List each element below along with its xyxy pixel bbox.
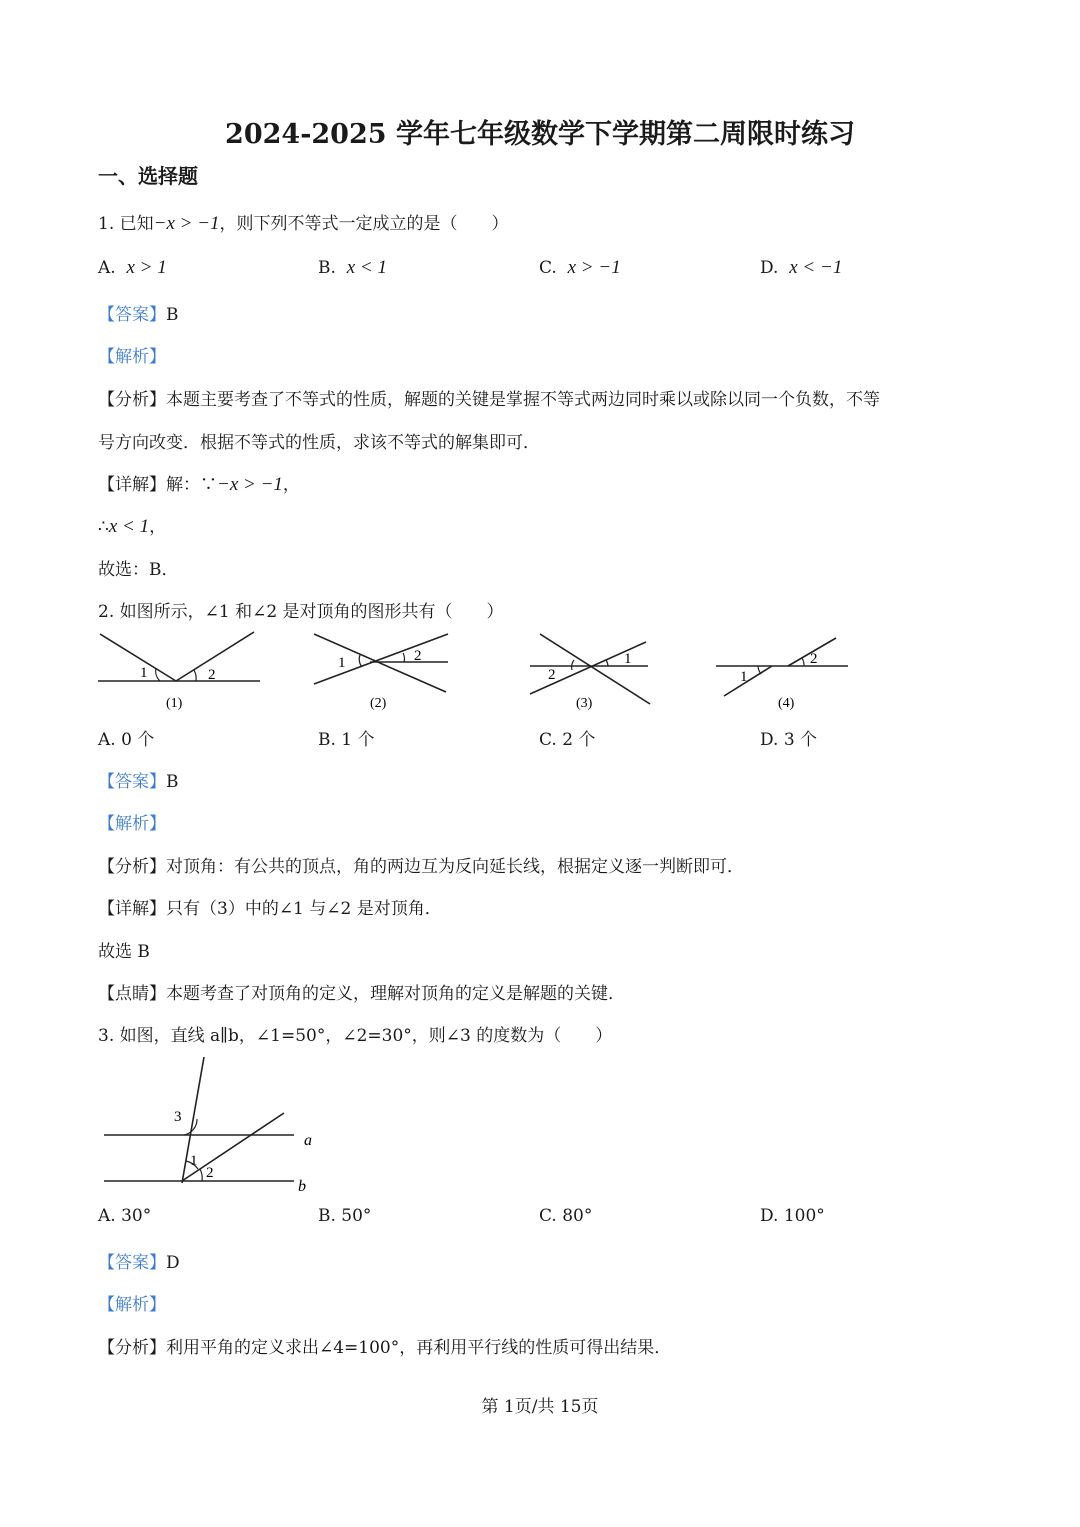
detail-tag: 【详解】	[98, 899, 166, 919]
answer-tag: 【答案】	[98, 305, 166, 325]
q3-analysis-tag: 【解析】	[98, 1295, 166, 1315]
q1-choose: 故选：B．	[98, 560, 179, 580]
angle-2-label: 2	[810, 651, 818, 667]
fenxi-tag: 【分析】	[98, 390, 166, 410]
q2-figure-4	[714, 630, 850, 716]
fenxi-text: 利用平角的定义求出∠4=100°，再利用平行线的性质可得出结果．	[166, 1338, 672, 1358]
figure-label: (4)	[778, 696, 795, 711]
q1-option-c	[539, 257, 621, 279]
angle-1-label: 1	[338, 655, 346, 671]
step2-suffix: ，	[149, 517, 167, 537]
line-b-label: b	[298, 1178, 306, 1195]
q2-detail	[98, 894, 442, 919]
fenxi-text: 本题主要考查了不等式的性质，解题的关键是掌握不等式两边同时乘以或除以同一个负数，不等	[166, 390, 880, 410]
parallel-lines-diagram	[98, 1055, 320, 1197]
q1-step2	[98, 512, 166, 538]
q1-detail	[98, 470, 300, 496]
q2-option-c: C. 2 个	[539, 730, 596, 750]
option-letter: C.	[539, 258, 557, 278]
angle-1-label: 1	[624, 651, 632, 667]
q1-stem-suffix: ，则下列不等式一定成立的是（ ）	[219, 214, 509, 234]
q1-fenxi-cont: 号方向改变．根据不等式的性质，求该不等式的解集即可．	[98, 433, 540, 453]
q3-option-d: D. 100°	[760, 1206, 825, 1226]
q3-figure	[98, 1055, 320, 1197]
option-letter: B.	[318, 258, 336, 278]
q1-stem-prefix: 1. 已知	[98, 214, 154, 234]
option-letter: A.	[98, 258, 116, 278]
angle-2-label: 2	[414, 648, 422, 664]
q1-option-d	[760, 257, 842, 279]
dianjing-text: 本题考查了对顶角的定义，理解对顶角的定义是解题的关键．	[166, 984, 625, 1004]
q2-option-b: B. 1 个	[318, 730, 375, 750]
dianjing-tag: 【点睛】	[98, 984, 166, 1004]
fenxi-tag: 【分析】	[98, 857, 166, 877]
answer-value: B	[166, 305, 179, 325]
q2-figure-2	[310, 630, 458, 716]
q3-option-a: A. 30°	[98, 1206, 152, 1226]
therefore-symbol: ∴	[98, 517, 109, 537]
angle-2-label: 2	[208, 667, 216, 683]
detail-prefix: 解：∵	[166, 475, 217, 495]
section-heading: 一、选择题	[98, 164, 198, 188]
fenxi-text: 对顶角：有公共的顶点，角的两边互为反向延长线，根据定义逐一判断即可．	[166, 857, 744, 877]
q3-stem: 3. 如图，直线 a∥b，∠1=50°，∠2=30°，则∠3 的度数为（ ）	[98, 1026, 613, 1046]
line-a-label: a	[304, 1132, 312, 1149]
angle-2-label: 2	[548, 667, 556, 683]
option-expr: x < 1	[346, 257, 387, 278]
q2-option-a: A. 0 个	[98, 730, 155, 750]
detail-text: 只有（3）中的∠1 与∠2 是对顶角．	[166, 899, 442, 919]
figure-label: (2)	[370, 696, 387, 711]
answer-tag: 【答案】	[98, 1253, 166, 1273]
page-footer: 第 1页/共 15页	[481, 1397, 599, 1417]
figure-3-diagram	[526, 630, 654, 716]
q2-stem: 2. 如图所示，∠1 和∠2 是对顶角的图形共有（ ）	[98, 602, 504, 622]
answer-tag: 【答案】	[98, 772, 166, 792]
q1-analysis-tag: 【解析】	[98, 347, 166, 367]
q1-condition: −x > −1	[153, 213, 220, 234]
q3-fenxi	[98, 1333, 671, 1358]
q1-option-b	[318, 257, 387, 279]
step2-expr: x < 1	[108, 516, 150, 537]
q2-fenxi	[98, 852, 744, 877]
q1-fenxi	[98, 385, 880, 410]
angle-1-label: 1	[190, 1153, 198, 1169]
fenxi-tag: 【分析】	[98, 1338, 166, 1358]
angle-2-label: 2	[206, 1165, 214, 1181]
q2-figure-1	[96, 630, 266, 716]
q3-option-b: B. 50°	[318, 1206, 372, 1226]
q2-answer	[98, 767, 179, 792]
angle-3-label: 3	[174, 1109, 182, 1125]
q3-option-c: C. 80°	[539, 1206, 593, 1226]
figure-1-diagram	[96, 630, 266, 716]
q3-answer	[98, 1248, 180, 1273]
figure-label: (3)	[576, 696, 593, 711]
page-title: 2024-2025 学年七年级数学下学期第二周限时练习	[225, 119, 855, 150]
q2-dianjing	[98, 979, 625, 1004]
answer-value: D	[166, 1253, 180, 1273]
q1-option-a	[98, 257, 167, 279]
option-expr: x < −1	[789, 257, 843, 278]
detail-suffix: ，	[282, 475, 300, 495]
angle-1-label: 1	[140, 665, 148, 681]
q2-choose: 故选 B	[98, 942, 150, 962]
answer-value: B	[166, 772, 179, 792]
option-expr: x > 1	[126, 257, 167, 278]
q2-option-d: D. 3 个	[760, 730, 818, 750]
q2-figure-3	[526, 630, 654, 716]
option-expr: x > −1	[567, 257, 621, 278]
figure-2-diagram	[310, 630, 458, 716]
q1-stem	[98, 209, 509, 235]
q2-analysis-tag: 【解析】	[98, 814, 166, 834]
detail-expr: −x > −1	[217, 474, 283, 495]
figure-label: (1)	[166, 696, 183, 711]
detail-tag: 【详解】	[98, 475, 166, 495]
angle-1-label: 1	[740, 669, 748, 685]
q1-answer	[98, 300, 179, 325]
option-letter: D.	[760, 258, 779, 278]
figure-4-diagram	[714, 630, 850, 716]
